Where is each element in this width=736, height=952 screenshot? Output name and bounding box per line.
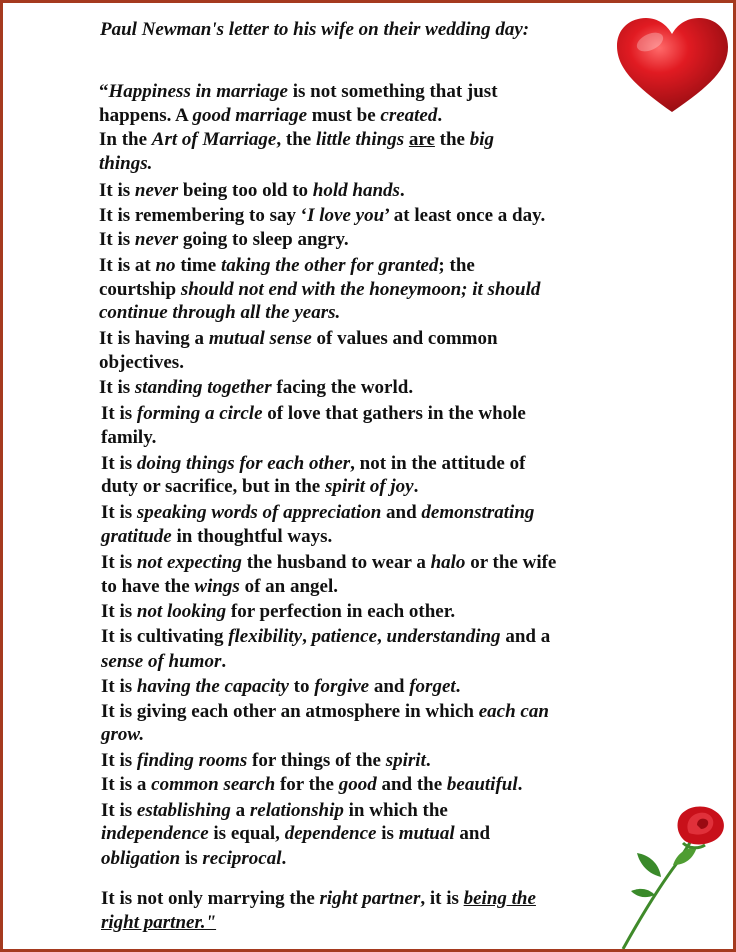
text-segment: independence xyxy=(101,823,209,844)
text-segment: to xyxy=(288,676,315,697)
text-segment: time xyxy=(175,255,221,276)
text-segment: It is xyxy=(99,377,135,398)
text-segment: It is giving each other an atmosphere in which xyxy=(101,701,479,722)
text-segment: of values and common xyxy=(311,328,498,349)
text-segment: good xyxy=(338,774,377,795)
text-segment: dependence xyxy=(284,823,377,844)
letter-line xyxy=(101,823,490,845)
letter-line xyxy=(99,105,442,127)
letter-line xyxy=(101,701,549,723)
text-segment: relationship xyxy=(249,800,344,821)
text-segment: taking the other for granted xyxy=(220,255,439,276)
letter-line xyxy=(101,848,286,870)
text-segment: each can xyxy=(478,701,549,722)
letter-line xyxy=(99,153,152,175)
text-segment: . xyxy=(413,476,419,497)
text-segment: or the wife xyxy=(465,552,557,573)
text-segment: in thoughtful ways. xyxy=(171,526,333,547)
text-segment: It is xyxy=(101,750,137,771)
rose-icon xyxy=(615,803,733,951)
text-segment: It is remembering to say ‘ xyxy=(99,205,308,226)
text-segment: establishing xyxy=(136,800,231,821)
letter-line xyxy=(99,328,498,350)
text-segment: demonstrating xyxy=(421,502,535,523)
letter-line xyxy=(99,279,540,301)
text-segment: It is at xyxy=(99,255,156,276)
text-segment: must be xyxy=(307,105,381,126)
text-segment: . xyxy=(517,774,523,795)
text-segment: big xyxy=(469,129,495,150)
text-segment: ’ at least once a day. xyxy=(384,205,546,226)
letter-line xyxy=(99,129,494,151)
text-segment: of an angel. xyxy=(239,576,339,597)
letter-line xyxy=(101,651,226,673)
text-segment: and xyxy=(454,823,491,844)
text-segment: duty or sacrifice, but in the xyxy=(101,476,325,497)
text-segment: common search xyxy=(151,774,276,795)
letter-line xyxy=(101,724,144,746)
text-segment: patience xyxy=(311,626,378,647)
text-segment: is equal, xyxy=(208,823,285,844)
text-segment: forming a circle xyxy=(136,403,263,424)
text-segment: , not in the attitude of xyxy=(350,453,526,474)
text-segment: and xyxy=(369,676,410,697)
text-segment: never xyxy=(134,229,179,250)
text-segment: . xyxy=(221,651,227,672)
text-segment: It is not only marrying the xyxy=(101,888,320,909)
text-segment: ; the xyxy=(438,255,475,276)
text-segment: right partner." xyxy=(101,912,217,933)
text-segment: not looking xyxy=(136,601,227,622)
letter-line xyxy=(101,750,431,772)
text-segment: of love that gathers in the whole xyxy=(262,403,526,424)
text-segment: mutual sense xyxy=(208,328,312,349)
text-segment: , it is xyxy=(420,888,464,909)
letter-line xyxy=(101,676,460,698)
text-segment: . xyxy=(455,676,461,697)
text-segment: forgive xyxy=(314,676,370,697)
text-segment: being too old to xyxy=(178,180,313,201)
text-segment: . xyxy=(425,750,431,771)
letter-line xyxy=(101,576,338,598)
text-segment: and xyxy=(381,502,422,523)
text-segment: understanding xyxy=(386,626,501,647)
text-segment: It is xyxy=(101,800,137,821)
text-segment: the xyxy=(434,129,470,150)
text-segment: being the xyxy=(463,888,536,909)
letter-line xyxy=(101,626,550,648)
text-segment: the husband to wear a xyxy=(241,552,431,573)
text-segment: It is xyxy=(99,180,135,201)
text-segment: It is a xyxy=(101,774,152,795)
text-segment: , xyxy=(302,626,312,647)
text-segment: a xyxy=(230,800,250,821)
text-segment: created xyxy=(380,105,438,126)
text-segment: spirit of joy xyxy=(324,476,414,497)
letter-line xyxy=(101,774,522,796)
text-segment: . xyxy=(399,180,405,201)
text-segment: happens. A xyxy=(99,105,193,126)
text-segment: , the xyxy=(276,129,316,150)
text-segment: It is xyxy=(99,229,135,250)
letter-line xyxy=(101,601,455,623)
text-segment: beautiful xyxy=(446,774,518,795)
letter-line xyxy=(101,502,534,524)
text-segment: in which the xyxy=(343,800,448,821)
text-segment: reciprocal xyxy=(202,848,282,869)
text-segment: . xyxy=(437,105,443,126)
text-segment: speaking words of appreciation xyxy=(136,502,382,523)
text-segment: are xyxy=(408,129,435,150)
letter-line xyxy=(99,205,545,227)
text-segment: mutual xyxy=(398,823,455,844)
text-segment: finding rooms xyxy=(136,750,248,771)
text-segment: for things of the xyxy=(247,750,386,771)
letter-line xyxy=(101,403,526,425)
letter-line xyxy=(99,81,498,103)
text-segment: . xyxy=(281,848,287,869)
text-segment: right partner xyxy=(319,888,421,909)
text-segment: halo xyxy=(430,552,466,573)
text-segment: Happiness in marriage xyxy=(108,81,288,102)
text-segment: continue through all the years. xyxy=(99,302,341,323)
text-segment: It is xyxy=(101,601,137,622)
letter-line xyxy=(101,476,418,498)
text-segment: forget xyxy=(409,676,456,697)
letter-line xyxy=(101,427,156,449)
text-segment: for the xyxy=(275,774,339,795)
letter-line xyxy=(99,229,349,251)
text-segment: for perfection in each other. xyxy=(226,601,456,622)
letter-line xyxy=(99,352,184,374)
letter-line xyxy=(101,912,216,934)
text-segment: In the xyxy=(99,129,152,150)
letter-line xyxy=(99,255,475,277)
text-segment: standing together xyxy=(134,377,272,398)
text-segment: having the capacity xyxy=(136,676,289,697)
text-segment: doing things for each other xyxy=(136,453,351,474)
letter-line xyxy=(101,453,525,475)
text-segment: good marriage xyxy=(192,105,308,126)
text-segment: no xyxy=(155,255,176,276)
text-segment: is xyxy=(376,823,399,844)
text-segment: It is xyxy=(101,552,137,573)
text-segment: Art of Marriage xyxy=(151,129,277,150)
text-segment: and a xyxy=(500,626,551,647)
text-segment: wings xyxy=(194,576,240,597)
text-segment: is not something that just xyxy=(287,81,498,102)
letter-line xyxy=(101,800,448,822)
text-segment: “ xyxy=(99,81,109,102)
text-segment: should not end with the honeymoon; it should xyxy=(180,279,541,300)
text-segment: grow. xyxy=(101,724,145,745)
text-segment: It is xyxy=(101,676,137,697)
text-segment: , xyxy=(377,626,387,647)
text-segment: is xyxy=(180,848,203,869)
letter-line xyxy=(101,526,332,548)
letter-line xyxy=(99,377,413,399)
text-segment: courtship xyxy=(99,279,181,300)
text-segment: It is xyxy=(101,453,137,474)
text-segment: It is cultivating xyxy=(101,626,229,647)
text-segment: and the xyxy=(376,774,447,795)
letter-line xyxy=(101,552,556,574)
text-segment: sense of humor xyxy=(101,651,222,672)
text-segment: It is xyxy=(101,502,137,523)
text-segment: hold hands xyxy=(312,180,400,201)
text-segment: spirit xyxy=(385,750,426,771)
text-segment: never xyxy=(134,180,179,201)
text-segment: It is having a xyxy=(99,328,209,349)
text-segment: family. xyxy=(101,427,157,448)
letter-line xyxy=(99,302,340,324)
text-segment: gratitude xyxy=(101,526,172,547)
text-segment: facing the world. xyxy=(271,377,414,398)
letter-line xyxy=(99,180,405,202)
text-segment: I love you xyxy=(307,205,385,226)
heart-icon xyxy=(615,16,730,116)
text-segment: objectives. xyxy=(99,352,184,373)
text-segment: to have the xyxy=(101,576,195,597)
letter-title: Paul Newman's letter to his wife on their wedding day: xyxy=(100,19,530,40)
text-segment: going to sleep angry. xyxy=(178,229,349,250)
text-segment: things. xyxy=(99,153,153,174)
text-segment: little things xyxy=(315,129,405,150)
letter-line xyxy=(101,888,536,910)
text-segment: obligation xyxy=(101,848,181,869)
text-segment: It is xyxy=(101,403,137,424)
text-segment: flexibility xyxy=(228,626,303,647)
text-segment: not expecting xyxy=(136,552,242,573)
